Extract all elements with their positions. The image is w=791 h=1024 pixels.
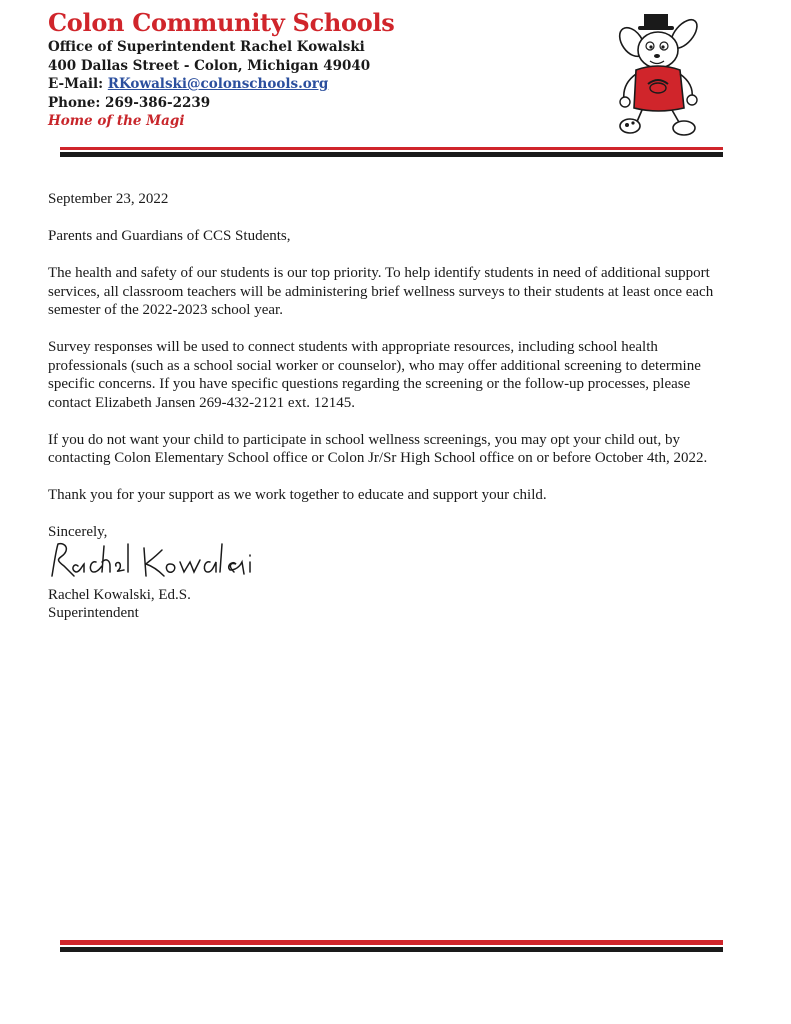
letter-body bbox=[48, 190, 728, 623]
phone-line: Phone: 269-386-2239 bbox=[48, 94, 211, 111]
footer-rule bbox=[60, 940, 723, 952]
signature bbox=[44, 536, 264, 586]
address-line: 400 Dallas Street - Colon, Michigan 49040 bbox=[48, 57, 371, 74]
paragraph-thanks: Thank you for your support as we work together to educate and support your child. bbox=[48, 487, 547, 503]
email-label: E-Mail: bbox=[48, 76, 108, 92]
letterhead-rule bbox=[60, 147, 723, 157]
closing: Sincerely, bbox=[48, 524, 108, 540]
office-line: Office of Superintendent Rachel Kowalski bbox=[48, 39, 365, 55]
school-motto: Home of the Magi bbox=[48, 113, 185, 129]
rabbit-mascot-icon bbox=[614, 12, 710, 140]
email-link[interactable]: RKowalski@colonschools.org bbox=[107, 76, 329, 92]
paragraph-purpose: The health and safety of our students is our top priority. To help identify students in need of additional support services, all classroom teachers will be administering brief wellness surveys to their students at least once each semester of the 2022-2023 school year. bbox=[48, 265, 714, 318]
signer-name: Rachel Kowalski, Ed.S. bbox=[48, 586, 191, 603]
paragraph-survey-use: Survey responses will be used to connect students with appropriate resources, including school health professionals (such as a school social worker or counselor), who may offer additional screening to determine specific concerns. If you have specific questions regarding the screening or the follow-up processes, please contact Elizabeth Jansen 269-432-2121 ext. 12145. bbox=[48, 339, 701, 411]
school-name: Colon Community Schools bbox=[48, 8, 395, 37]
signer-title: Superintendent bbox=[48, 605, 139, 621]
letter-date: September 23, 2022 bbox=[48, 191, 169, 207]
letterhead bbox=[48, 8, 394, 131]
letter-salutation: Parents and Guardians of CCS Students, bbox=[48, 228, 291, 244]
email-line bbox=[48, 75, 394, 94]
paragraph-opt-out: If you do not want your child to participate in school wellness screenings, you may opt your child out, by contacting Colon Elementary School office or Colon Jr/Sr High School office on or before October 4th, 2022. bbox=[48, 431, 708, 466]
